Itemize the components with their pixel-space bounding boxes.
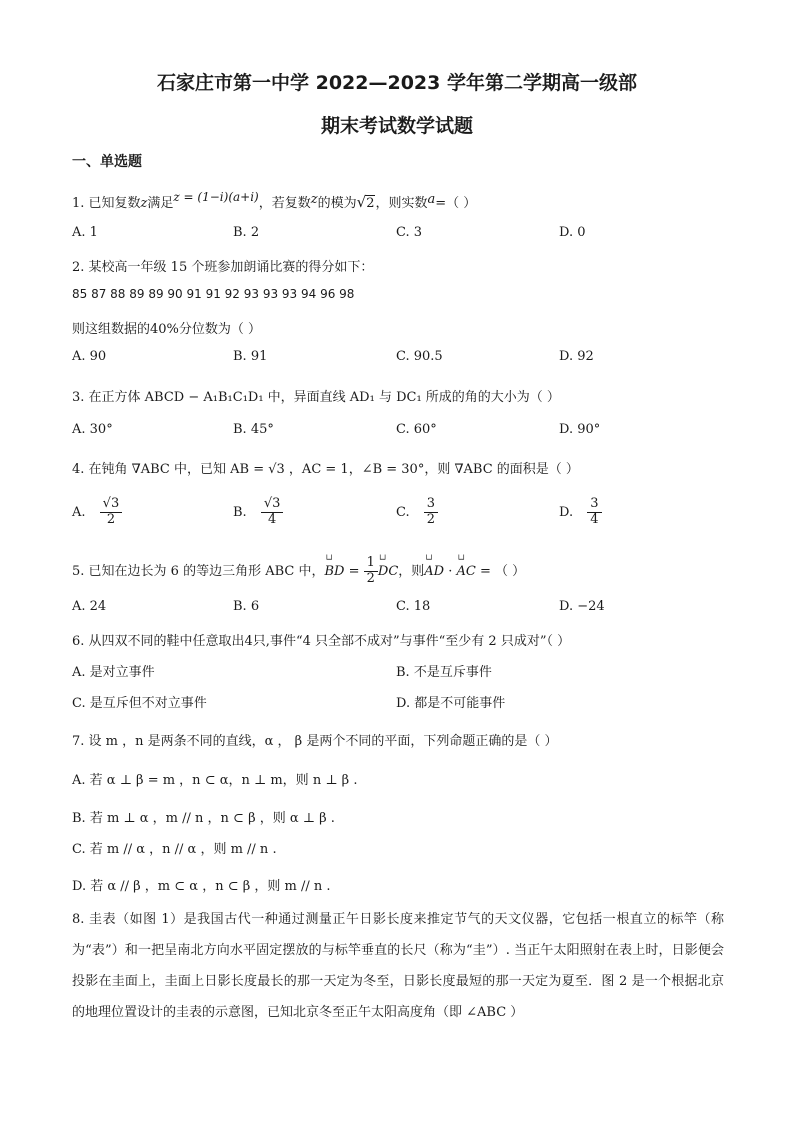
question-5-option-c: C. 18 xyxy=(396,599,431,614)
question-7-option-c: C. 若 m // α ，n // α ，则 m // n . xyxy=(72,842,277,857)
question-6-stem: 6. 从四双不同的鞋中任意取出4只,事件“4 只全部不成对”与事件“至少有 2 只成对”（ ） xyxy=(72,634,571,649)
exam-title-line2: 期末考试数学试题 xyxy=(320,115,473,137)
question-3-stem: 3. 在正方体 ABCD − A₁B₁C₁D₁ 中，异面直线 AD₁ 与 DC₁ 所成的角的大小为（ ） xyxy=(72,390,560,405)
question-5-stem: 5. 已知在边长为 6 的等边三角形 ABC 中，└┘ BD = $\frac{1}{2}$ └┘ DC，则└┘ AD · └┘ AC = （ ） xyxy=(72,556,525,587)
question-7-option-b: B. 若 m ⊥ α ，m // n ，n ⊂ β ，则 α ⊥ β . xyxy=(72,811,335,826)
question-2-option-a: A. 90 xyxy=(72,349,107,364)
question-7-stem: 7. 设 m ，n 是两条不同的直线，α ， β 是两个不同的平面，下列命题正确的是（ ） xyxy=(72,734,558,749)
question-1-option-a: A. 1 xyxy=(72,225,98,240)
question-6-option-b: B. 不是互斥事件 xyxy=(396,665,492,680)
question-7-option-d: D. 若 α // β ，m ⊂ α ，n ⊂ β ，则 m // n . xyxy=(72,879,331,894)
question-4-option-d: D. $\frac{3}{4}$ xyxy=(559,497,602,528)
question-5-option-b: B. 6 xyxy=(233,599,260,614)
question-1-formula: z = (1−i)(a+i) xyxy=(173,190,259,204)
question-7-option-a: A. 若 α ⊥ β = m ，n ⊂ α，n ⊥ m，则 n ⊥ β . xyxy=(72,773,358,788)
question-4-option-c: C. $\frac{3}{2}$ xyxy=(396,497,438,528)
question-2-option-b: B. 91 xyxy=(233,349,268,364)
question-2-ask: 则这组数据的40%分位数为（ ） xyxy=(72,322,262,337)
question-3-option-c: C. 60° xyxy=(396,422,437,437)
question-1-option-c: C. 3 xyxy=(396,225,423,240)
question-1-stem: 1. 已知复数z满足z = (1−i)(a+i)，若复数z的模为√2，则实数a=（ ） xyxy=(72,190,477,211)
question-2-option-d: D. 92 xyxy=(559,349,594,364)
question-5-option-a: A. 24 xyxy=(72,599,107,614)
question-2-data: 85 87 88 89 89 90 91 91 92 93 93 93 94 96 98 xyxy=(72,287,355,301)
question-2-stem: 2. 某校高一年级 15 个班参加朗诵比赛的得分如下： xyxy=(72,260,374,275)
question-1-option-d: D. 0 xyxy=(559,225,586,240)
question-6-option-a: A. 是对立事件 xyxy=(72,665,155,680)
question-4-option-a: A. $\frac{√3}{2}$ xyxy=(72,497,122,528)
question-3-option-a: A. 30° xyxy=(72,422,113,437)
question-6-option-c: C. 是互斥但不对立事件 xyxy=(72,696,207,711)
question-4-stem: 4. 在钝角 ∇ABC 中，已知 AB = √3 ，AC = 1，∠B = 30°，则 ∇ABC 的面积是（ ） xyxy=(72,462,579,477)
question-5-option-d: D. −24 xyxy=(559,599,605,614)
question-6-option-d: D. 都是不可能事件 xyxy=(396,696,506,711)
question-1-option-b: B. 2 xyxy=(233,225,260,240)
question-8-stem: 8. 圭表（如图 1）是我国古代一种通过测量正午日影长度来推定节气的天文仪器，它包括一根直立的标竿（称为“表”）和一把呈南北方向水平固定摆放的与标竿垂直的长尺（称为“圭”）. 当正午太阳照射在表上时，日影便会投影在圭面上，圭面上日影长度最长的那一天定为冬至，日影长度最短的那一天定为夏至．图 2 是一个根据北京的地理位置设计的圭表的示意图，已知北京冬至正午太阳高度角（即 ∠ABC ） xyxy=(72,912,724,1020)
question-3-option-b: B. 45° xyxy=(233,422,274,437)
section-heading: 一、单选题 xyxy=(72,154,142,170)
question-2-option-c: C. 90.5 xyxy=(396,349,443,364)
exam-title-line1: 石家庄市第一中学 2022—2023 学年第二学期高一级部 xyxy=(157,72,637,94)
question-3-option-d: D. 90° xyxy=(559,422,601,437)
question-4-option-b: B. $\frac{√3}{4}$ xyxy=(233,497,283,528)
